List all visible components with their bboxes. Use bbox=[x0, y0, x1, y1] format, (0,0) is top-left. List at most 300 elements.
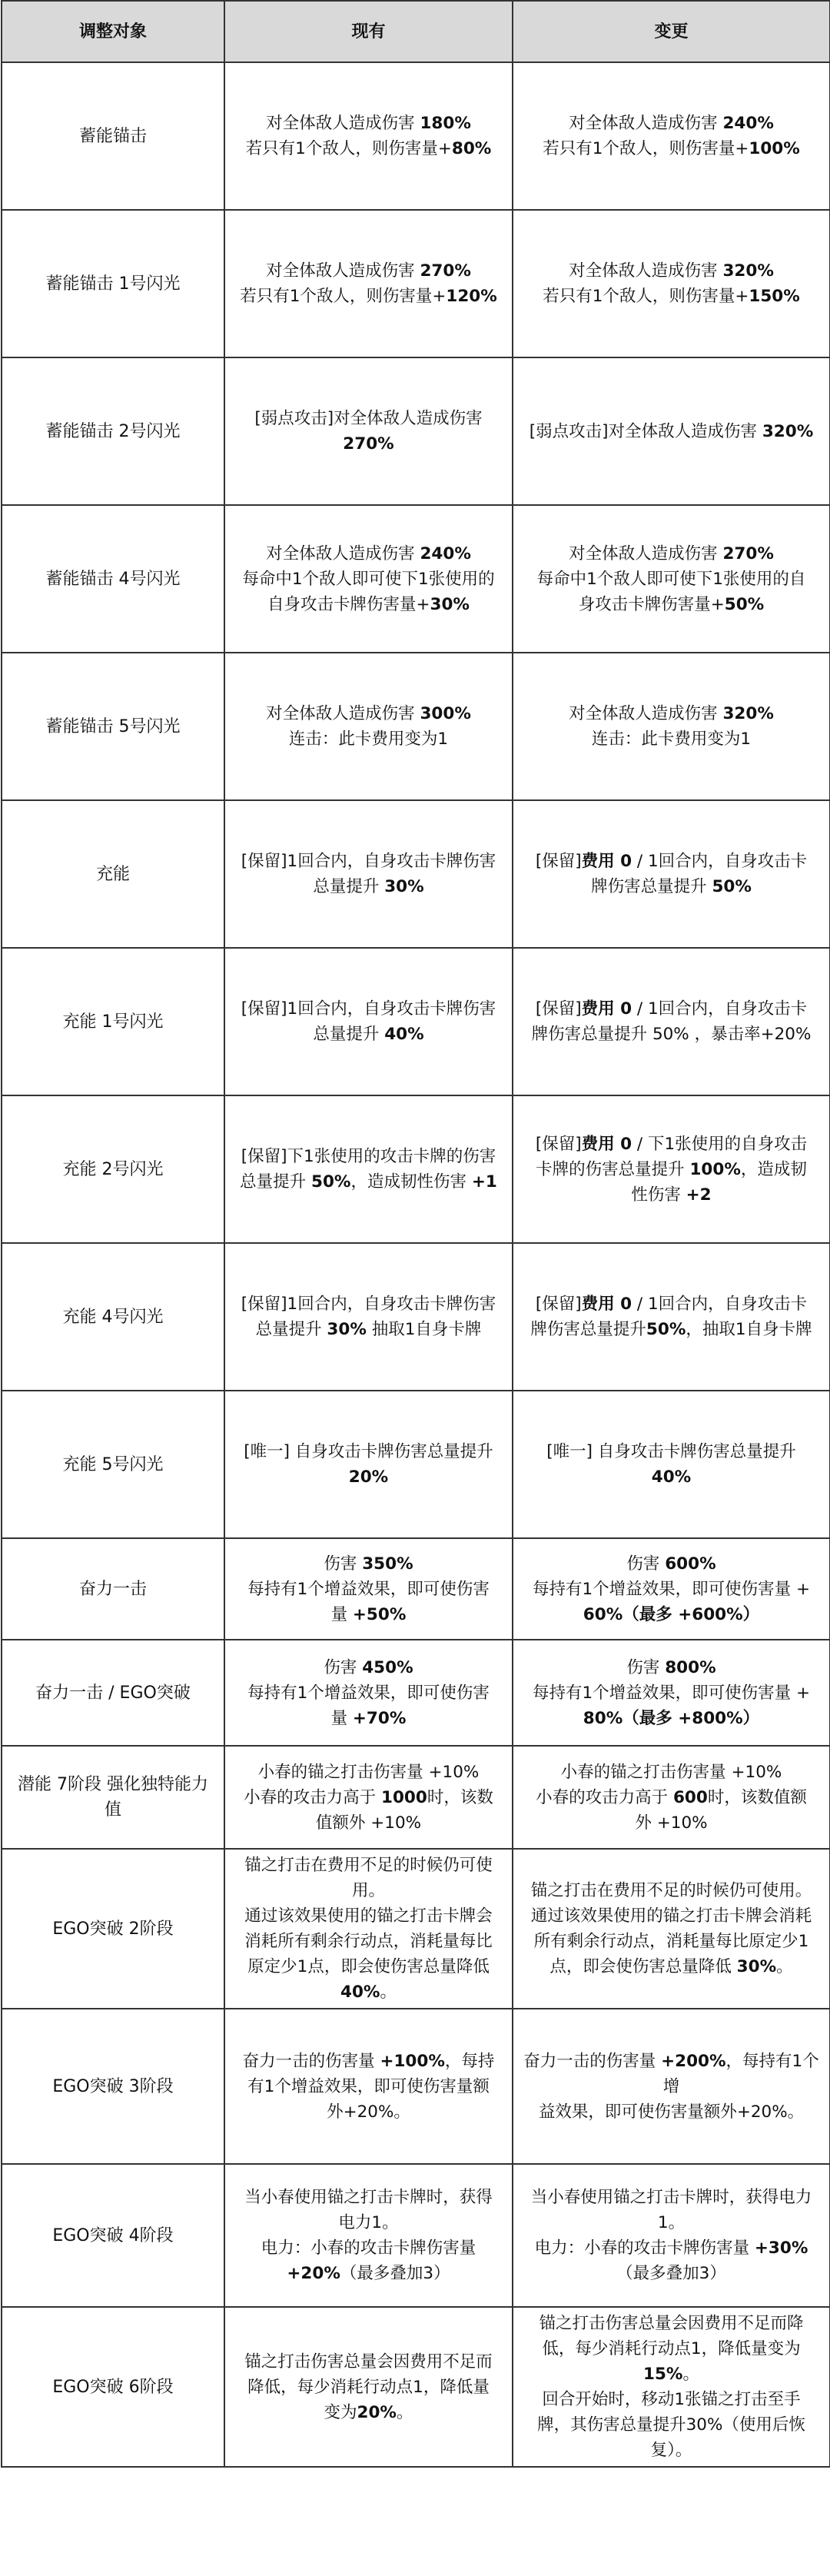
emphasis-text: 30% bbox=[327, 1320, 367, 1339]
cell-line bbox=[233, 874, 504, 899]
table-row bbox=[2, 357, 830, 505]
cell-line bbox=[233, 1760, 504, 1785]
adjust-target-cell: 充能 1号闪光 bbox=[2, 948, 224, 1095]
cell-line bbox=[233, 258, 504, 284]
adjust-target-cell: 充能 2号闪光 bbox=[2, 1095, 224, 1243]
emphasis-text: 80% bbox=[451, 139, 492, 158]
cell-line bbox=[233, 2074, 504, 2099]
current-cell bbox=[224, 62, 513, 210]
changed-cell bbox=[513, 1391, 830, 1538]
emphasis-text: 50% bbox=[712, 877, 752, 896]
cell-line bbox=[521, 1903, 822, 1929]
emphasis-text: 180% bbox=[420, 114, 471, 133]
current-cell bbox=[224, 357, 513, 505]
cell-text: 值额外 +10% bbox=[315, 1813, 422, 1833]
cell-text: 对全体敌人造成伤害 bbox=[266, 543, 420, 563]
cell-text: 伤害 bbox=[324, 1657, 363, 1677]
emphasis-text: 320% bbox=[722, 261, 774, 281]
emphasis-text: 40% bbox=[651, 1467, 692, 1487]
cell-line bbox=[521, 419, 822, 444]
adjust-target-cell: 蓄能锚击 2号闪光 bbox=[2, 357, 224, 505]
cell-text: 量 bbox=[330, 1708, 353, 1728]
cell-line bbox=[233, 1602, 504, 1627]
cell-text: ，每持 bbox=[444, 2051, 495, 2071]
cell-line bbox=[233, 2099, 504, 2125]
emphasis-text: 240% bbox=[420, 543, 471, 563]
cell-line bbox=[233, 284, 504, 309]
cell-line bbox=[233, 2210, 504, 2235]
cell-text: 锚之打击伤害总量会因费用不足而 bbox=[244, 2352, 493, 2372]
cell-text: 对全体敌人造成伤害 bbox=[569, 704, 723, 723]
cell-text: [保留] bbox=[535, 1295, 582, 1314]
cell-text: 性伤害 bbox=[631, 1185, 686, 1205]
cell-text: 每命中1个敌人即可使下1张使用的自 bbox=[536, 569, 806, 589]
table-row bbox=[2, 1640, 830, 1746]
cell-line bbox=[521, 849, 822, 874]
emphasis-text: 320% bbox=[762, 421, 814, 441]
cell-line bbox=[233, 1810, 504, 1836]
cell-line bbox=[521, 1132, 822, 1157]
cell-text: 对全体敌人造成伤害 bbox=[266, 704, 420, 723]
adjust-target-cell: 蓄能锚击 bbox=[2, 62, 224, 210]
adjust-target-cell: 充能 4号闪光 bbox=[2, 1243, 224, 1391]
emphasis-text: +100% bbox=[380, 2051, 445, 2071]
emphasis-text: 30% bbox=[384, 877, 424, 896]
cell-text: [保留] bbox=[535, 1134, 582, 1154]
cell-line bbox=[521, 2235, 822, 2261]
cell-line bbox=[521, 541, 822, 567]
cell-text: 外 +10% bbox=[635, 1813, 708, 1833]
cell-line bbox=[521, 2362, 822, 2387]
changed-cell bbox=[513, 505, 830, 653]
emphasis-text: 600 bbox=[672, 1787, 708, 1807]
cell-text: 对全体敌人造成伤害 bbox=[569, 543, 723, 563]
cell-line bbox=[233, 1144, 504, 1169]
cell-text: / 1回合内，自身攻击卡 bbox=[632, 999, 808, 1019]
current-cell bbox=[224, 1391, 513, 1538]
cell-line bbox=[233, 592, 504, 617]
cell-text: 。 bbox=[682, 2365, 699, 2384]
cell-text: 电力：小春的攻击卡牌伤害量 bbox=[534, 2239, 755, 2258]
cell-line bbox=[233, 1169, 504, 1195]
cell-line bbox=[233, 2049, 504, 2074]
cell-text: 通过该效果使用的锚之打击卡牌会消耗 bbox=[530, 1906, 812, 1926]
cell-text: 每持有1个增益效果，即可使伤害 bbox=[247, 1683, 490, 1703]
emphasis-text: 600% bbox=[665, 1554, 716, 1574]
current-cell bbox=[224, 800, 513, 948]
changed-cell bbox=[513, 357, 830, 505]
cell-line bbox=[521, 2185, 822, 2210]
cell-text: 变为 bbox=[324, 2402, 357, 2422]
table-row bbox=[2, 62, 830, 210]
adjust-target-cell: 潜能 7阶段 强化独特能力值 bbox=[2, 1746, 224, 1849]
header-current: 现有 bbox=[224, 1, 513, 62]
current-cell bbox=[224, 505, 513, 653]
adjust-target-cell: 蓄能锚击 4号闪光 bbox=[2, 505, 224, 653]
adjust-target-cell: EGO突破 3阶段 bbox=[2, 2009, 224, 2164]
table-row bbox=[2, 800, 830, 948]
emphasis-text: 60%（最多 +600%） bbox=[583, 1604, 760, 1624]
cell-line bbox=[521, 1785, 822, 1810]
cell-text: 对全体敌人造成伤害 bbox=[569, 261, 723, 281]
cell-line bbox=[233, 1785, 504, 1810]
emphasis-text: 270% bbox=[722, 543, 774, 563]
adjust-target-cell: 蓄能锚击 5号闪光 bbox=[2, 653, 224, 800]
cell-line bbox=[521, 726, 822, 752]
cell-line bbox=[233, 849, 504, 874]
cell-line bbox=[233, 1954, 504, 1979]
emphasis-text: +30% bbox=[754, 2239, 808, 2258]
cell-text: ，造成韧 bbox=[740, 1159, 807, 1179]
cell-text: 总量提升 bbox=[313, 877, 385, 896]
cell-line bbox=[521, 2210, 822, 2235]
cell-line bbox=[521, 2261, 822, 2286]
emphasis-text: 350% bbox=[362, 1554, 413, 1574]
table-row bbox=[2, 948, 830, 1095]
current-cell bbox=[224, 1849, 513, 2009]
emphasis-text: 150% bbox=[749, 287, 800, 306]
emphasis-text: 费用 0 bbox=[581, 1134, 632, 1154]
header-row bbox=[2, 1, 830, 62]
cell-text: 量 bbox=[330, 1604, 353, 1624]
cell-text: 伤害 bbox=[324, 1554, 363, 1574]
current-cell bbox=[224, 1746, 513, 1849]
current-cell bbox=[224, 1640, 513, 1746]
cell-line bbox=[521, 1157, 822, 1182]
cell-line bbox=[233, 2375, 504, 2400]
table-row bbox=[2, 653, 830, 800]
cell-text: 原定少1点，即会使伤害总量降低 bbox=[247, 1957, 490, 1976]
cell-line bbox=[521, 2099, 822, 2125]
emphasis-text: 费用 0 bbox=[581, 1295, 632, 1314]
cell-text: ，每持有1个增 bbox=[662, 2051, 819, 2096]
emphasis-text: +70% bbox=[352, 1708, 407, 1728]
cell-text: 益效果，即可使伤害量额外+20%。 bbox=[538, 2102, 805, 2122]
current-cell bbox=[224, 2307, 513, 2467]
emphasis-text: 20% bbox=[357, 2402, 397, 2422]
cell-line bbox=[521, 1577, 822, 1602]
cell-line bbox=[521, 111, 822, 136]
cell-text: [保留] bbox=[535, 852, 582, 871]
cell-line bbox=[233, 1929, 504, 1954]
cell-text: 通过该效果使用的锚之打击卡牌会 bbox=[244, 1906, 493, 1926]
cell-line bbox=[233, 1022, 504, 1047]
cell-line bbox=[521, 1291, 822, 1317]
cell-line bbox=[521, 1810, 822, 1836]
cell-text: 用。 bbox=[351, 1881, 385, 1900]
cell-line bbox=[521, 1182, 822, 1208]
cell-text: 抽取1自身卡牌 bbox=[366, 1320, 482, 1339]
changed-cell bbox=[513, 1746, 830, 1849]
cell-text: 低，每少消耗行动点1，降低量变为 bbox=[542, 2339, 801, 2358]
cell-line bbox=[233, 1706, 504, 1731]
cell-text: [唯一] 自身攻击卡牌伤害总量提升 bbox=[244, 1442, 493, 1461]
cell-line bbox=[233, 136, 504, 161]
cell-text: 对全体敌人造成伤害 bbox=[266, 261, 420, 281]
cell-text: 降低，每少消耗行动点1，降低量 bbox=[247, 2377, 490, 2397]
changed-cell bbox=[513, 210, 830, 357]
changed-cell bbox=[513, 2164, 830, 2307]
emphasis-text: 费用 0 bbox=[581, 999, 632, 1019]
emphasis-text: 40% bbox=[384, 1025, 424, 1044]
cell-text: [保留]下1张使用的攻击卡牌的伤害 bbox=[241, 1147, 496, 1166]
cell-text: 若只有1个敌人，则伤害量+ bbox=[245, 139, 452, 158]
emphasis-text: 300% bbox=[420, 704, 471, 723]
cell-text: 小春的攻击力高于 bbox=[244, 1787, 381, 1807]
cell-line bbox=[521, 1655, 822, 1680]
changed-cell bbox=[513, 1538, 830, 1640]
cell-text: 外+20%。 bbox=[327, 2102, 410, 2122]
cell-text: [保留]1回合内，自身攻击卡牌伤害 bbox=[241, 1295, 496, 1314]
cell-text: / 1回合内，自身攻击卡 bbox=[632, 1295, 808, 1314]
cell-text: [唯一] 自身攻击卡牌伤害总量提升 bbox=[546, 1442, 796, 1461]
cell-line bbox=[233, 2261, 504, 2286]
cell-text: 身攻击卡牌伤害量+ bbox=[578, 594, 725, 614]
cell-text: 每命中1个敌人即可使下1张使用的 bbox=[242, 569, 495, 589]
header-changed: 变更 bbox=[513, 1, 830, 62]
cell-text: 牌，其伤害总量提升30%（使用后恢 bbox=[537, 2415, 805, 2435]
cell-line bbox=[521, 1022, 822, 1047]
emphasis-text: 40% bbox=[340, 1983, 380, 2002]
table-row bbox=[2, 1538, 830, 1640]
cell-line bbox=[233, 2235, 504, 2261]
changed-cell bbox=[513, 1640, 830, 1746]
cell-line bbox=[233, 2349, 504, 2375]
cell-line bbox=[521, 2438, 822, 2463]
cell-line bbox=[521, 1464, 822, 1490]
table-body bbox=[2, 62, 830, 2467]
cell-line bbox=[233, 1853, 504, 1878]
cell-text: 小春的锚之打击伤害量 +10% bbox=[560, 1762, 782, 1782]
changed-cell bbox=[513, 62, 830, 210]
cell-text: 牌伤害总量提升 bbox=[530, 1320, 646, 1339]
cell-text: 牌伤害总量提升 50% ，暴击率+20% bbox=[531, 1025, 812, 1044]
cell-line bbox=[521, 1439, 822, 1464]
cell-text: 1。 bbox=[657, 2213, 686, 2232]
changed-cell bbox=[513, 800, 830, 948]
cell-line bbox=[233, 996, 504, 1022]
cell-text: 锚之打击在费用不足的时候仍可使 bbox=[244, 1856, 493, 1875]
emphasis-text: 320% bbox=[722, 704, 774, 723]
cell-text: 当小春使用锚之打击卡牌时，获得 bbox=[244, 2188, 493, 2207]
cell-text: 对全体敌人造成伤害 bbox=[266, 114, 420, 133]
changed-cell bbox=[513, 1095, 830, 1243]
emphasis-text: 50% bbox=[311, 1172, 351, 1192]
table-row bbox=[2, 210, 830, 357]
cell-text: 连击：此卡费用变为1 bbox=[591, 730, 752, 749]
emphasis-text: 50% bbox=[724, 594, 765, 614]
emphasis-text: 费用 0 bbox=[581, 852, 632, 871]
emphasis-text: 100% bbox=[749, 139, 800, 158]
emphasis-text: 270% bbox=[420, 261, 471, 281]
adjust-target-cell: 蓄能锚击 1号闪光 bbox=[2, 210, 224, 357]
cell-line bbox=[233, 1903, 504, 1929]
cell-text: [弱点攻击]对全体敌人造成伤害 bbox=[529, 421, 762, 441]
cell-text: 每持有1个增益效果，即可使伤害量 + bbox=[532, 1683, 811, 1703]
adjustment-table bbox=[1, 0, 830, 2468]
cell-text: 若只有1个敌人，则伤害量+ bbox=[543, 287, 749, 306]
cell-text: （最多叠加3） bbox=[340, 2264, 450, 2283]
current-cell bbox=[224, 1095, 513, 1243]
current-cell bbox=[224, 1243, 513, 1391]
emphasis-text: +200% bbox=[661, 2051, 726, 2071]
cell-line bbox=[521, 258, 822, 284]
cell-line bbox=[233, 1878, 504, 1903]
emphasis-text: 450% bbox=[362, 1657, 413, 1677]
cell-line bbox=[233, 406, 504, 431]
table-row bbox=[2, 2009, 830, 2164]
changed-cell bbox=[513, 2009, 830, 2164]
cell-text: 小春的攻击力高于 bbox=[536, 1787, 673, 1807]
emphasis-text: 15% bbox=[643, 2365, 683, 2384]
cell-text: [保留] bbox=[535, 999, 582, 1019]
emphasis-text: 80%（最多 +800%） bbox=[583, 1708, 760, 1728]
cell-text: 。 bbox=[380, 1983, 397, 2002]
cell-text: [保留]1回合内，自身攻击卡牌伤害 bbox=[241, 999, 496, 1019]
cell-line bbox=[233, 2400, 504, 2425]
table-row bbox=[2, 1095, 830, 1243]
cell-line bbox=[521, 1602, 822, 1627]
cell-line bbox=[521, 2336, 822, 2362]
cell-text: [保留]1回合内，自身攻击卡牌伤害 bbox=[241, 852, 496, 871]
current-cell bbox=[224, 1538, 513, 1640]
cell-line bbox=[521, 1680, 822, 1706]
adjust-target-cell: 奋力一击 bbox=[2, 1538, 224, 1640]
emphasis-text: 270% bbox=[343, 434, 394, 454]
cell-line bbox=[521, 2412, 822, 2438]
cell-line bbox=[521, 1954, 822, 1979]
cell-text: 点，即会使伤害总量降低 bbox=[549, 1957, 737, 1976]
changed-cell bbox=[513, 948, 830, 1095]
changed-cell bbox=[513, 1243, 830, 1391]
cell-line bbox=[233, 431, 504, 457]
cell-text: 锚之打击在费用不足的时候仍可使用。 bbox=[530, 1881, 812, 1900]
cell-text: 小春的锚之打击伤害量 +10% bbox=[257, 1762, 480, 1782]
cell-line bbox=[521, 701, 822, 726]
changed-cell bbox=[513, 2307, 830, 2467]
emphasis-text: 20% bbox=[348, 1467, 389, 1487]
emphasis-text: 50% bbox=[646, 1320, 686, 1339]
table-row bbox=[2, 2164, 830, 2307]
cell-text: 连击：此卡费用变为1 bbox=[288, 730, 449, 749]
cell-text: 消耗所有剩余行动点，消耗量每比 bbox=[244, 1932, 493, 1951]
changed-cell bbox=[513, 1849, 830, 2009]
cell-line bbox=[233, 1979, 504, 2005]
cell-line bbox=[233, 1464, 504, 1490]
adjust-target-cell: EGO突破 4阶段 bbox=[2, 2164, 224, 2307]
cell-line bbox=[233, 2185, 504, 2210]
cell-text: 伤害 bbox=[626, 1657, 666, 1677]
cell-line bbox=[233, 1551, 504, 1577]
cell-line bbox=[521, 284, 822, 309]
cell-text: [弱点攻击]对全体敌人造成伤害 bbox=[254, 409, 483, 428]
current-cell bbox=[224, 210, 513, 357]
adjust-target-cell: EGO突破 6阶段 bbox=[2, 2307, 224, 2467]
cell-line bbox=[233, 726, 504, 752]
cell-line bbox=[521, 874, 822, 899]
cell-text: 有1个增益效果，即可使伤害量额 bbox=[247, 2076, 490, 2096]
cell-text: 牌伤害总量提升 bbox=[591, 877, 712, 896]
cell-text: 自身攻击卡牌伤害量+ bbox=[267, 594, 430, 614]
cell-text: 对全体敌人造成伤害 bbox=[569, 114, 723, 133]
cell-line bbox=[233, 541, 504, 567]
cell-text: ，抽取1自身卡牌 bbox=[686, 1320, 812, 1339]
cell-line bbox=[521, 592, 822, 617]
emphasis-text: 120% bbox=[446, 287, 497, 306]
header-target: 调整对象 bbox=[2, 1, 224, 62]
cell-text: 时，该数值额 bbox=[707, 1787, 807, 1807]
emphasis-text: +20% bbox=[287, 2264, 340, 2283]
cell-line bbox=[521, 567, 822, 592]
cell-line bbox=[521, 136, 822, 161]
emphasis-text: +1 bbox=[471, 1172, 497, 1192]
emphasis-text: 30% bbox=[430, 594, 470, 614]
cell-line bbox=[521, 1551, 822, 1577]
cell-line bbox=[233, 111, 504, 136]
table-row bbox=[2, 2307, 830, 2467]
cell-text: 卡牌的伤害总量提升 bbox=[536, 1159, 690, 1179]
table-row bbox=[2, 1243, 830, 1391]
cell-text: / 下1张使用的自身攻击 bbox=[632, 1134, 808, 1154]
cell-text: （最多叠加3） bbox=[616, 2264, 726, 2283]
cell-text: 当小春使用锚之打击卡牌时，获得电力 bbox=[530, 2188, 812, 2207]
emphasis-text: 800% bbox=[665, 1657, 716, 1677]
table-row bbox=[2, 505, 830, 653]
current-cell bbox=[224, 653, 513, 800]
cell-text: 回合开始时，移动1张锚之打击至手 bbox=[542, 2390, 801, 2409]
adjust-target-cell: 充能 5号闪光 bbox=[2, 1391, 224, 1538]
cell-text: 每持有1个增益效果，即可使伤害量 + bbox=[532, 1579, 811, 1599]
table-row bbox=[2, 1849, 830, 2009]
cell-text: 若只有1个敌人，则伤害量+ bbox=[543, 139, 749, 158]
cell-line bbox=[233, 1680, 504, 1706]
cell-line bbox=[521, 1760, 822, 1785]
current-cell bbox=[224, 2009, 513, 2164]
cell-text: 时，该数 bbox=[427, 1787, 493, 1807]
cell-line bbox=[521, 996, 822, 1022]
cell-line bbox=[521, 1878, 822, 1903]
cell-text: 电力：小春的攻击卡牌伤害量 bbox=[261, 2239, 476, 2258]
cell-line bbox=[233, 1317, 504, 1342]
changed-cell bbox=[513, 653, 830, 800]
cell-line bbox=[233, 1291, 504, 1317]
cell-text: 奋力一击的伤害量 bbox=[242, 2051, 380, 2071]
cell-line bbox=[233, 1439, 504, 1464]
current-cell bbox=[224, 948, 513, 1095]
emphasis-text: +2 bbox=[686, 1185, 712, 1205]
cell-text: 锚之打击伤害总量会因费用不足而降 bbox=[539, 2314, 804, 2333]
cell-text: ，造成韧性伤害 bbox=[350, 1172, 472, 1192]
cell-text: 所有剩余行动点，消耗量每比原定少1 bbox=[533, 1932, 809, 1951]
cell-line bbox=[233, 701, 504, 726]
cell-line bbox=[521, 1706, 822, 1731]
cell-text: 总量提升 bbox=[255, 1320, 327, 1339]
cell-line bbox=[233, 1655, 504, 1680]
cell-text: 伤害 bbox=[626, 1554, 666, 1574]
table-row bbox=[2, 1391, 830, 1538]
emphasis-text: 240% bbox=[722, 114, 774, 133]
cell-line bbox=[233, 567, 504, 592]
cell-text: / 1回合内，自身攻击卡 bbox=[632, 852, 808, 871]
cell-line bbox=[233, 1577, 504, 1602]
cell-text: 总量提升 bbox=[240, 1172, 312, 1192]
cell-text: 奋力一击的伤害量 bbox=[523, 2051, 662, 2071]
emphasis-text: +50% bbox=[352, 1604, 407, 1624]
cell-text: 复）。 bbox=[650, 2441, 692, 2460]
cell-text: 。 bbox=[396, 2402, 413, 2422]
table-row bbox=[2, 1746, 830, 1849]
cell-line bbox=[521, 1317, 822, 1342]
